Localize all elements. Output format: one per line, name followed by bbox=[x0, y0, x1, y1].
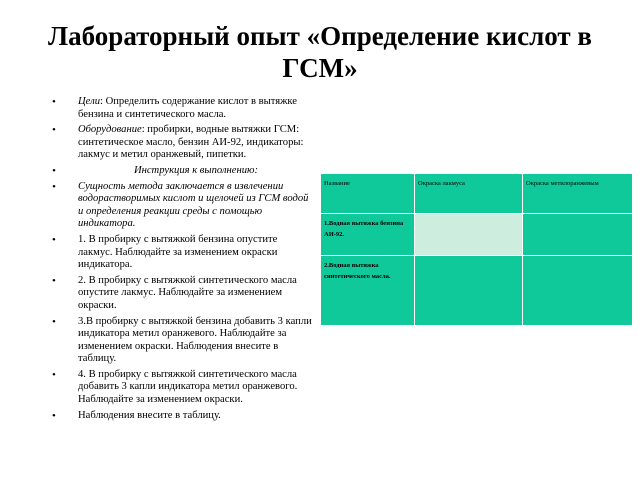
table-header-row bbox=[321, 174, 633, 214]
table-cell-name: 1.Водная вытяжка бензина АИ-92. bbox=[321, 213, 415, 255]
step-2-text: 2. В пробирку с вытяжкой синтетического масла опустите лакмус. Наблюдайте за изменением окраски. bbox=[78, 274, 297, 311]
table-cell-litmus[interactable] bbox=[415, 255, 523, 325]
table-cell-litmus[interactable] bbox=[415, 213, 523, 255]
list-item-goals bbox=[52, 96, 314, 121]
step-1-text: 1. В пробирку с вытяжкой бензина опустите лакмус. Наблюдайте за изменением окраски индикатора. bbox=[78, 233, 278, 271]
slide-title: Лабораторный опыт «Определение кислот в ГСМ» bbox=[48, 21, 592, 83]
table-cell-methyl[interactable] bbox=[523, 213, 633, 255]
table-row bbox=[321, 213, 633, 255]
instructions-list bbox=[52, 96, 314, 425]
equipment-text: : пробирки, водные вытяжки ГСМ: синтетическое масло, бензин АИ-92, индикаторы: лакмус и метил оранжевый, пипетки. bbox=[78, 124, 304, 161]
goals-text: : Определить содержание кислот в вытяжке бензина и синтетического масла. bbox=[78, 96, 298, 120]
table-cell-name: 2.Водная вытяжка синтетического масла. bbox=[321, 255, 415, 325]
list-item-step-1 bbox=[52, 234, 314, 272]
conclusion-text: Наблюдения внесите в таблицу. bbox=[78, 409, 221, 421]
step-4-text: 4. В пробирку с вытяжкой синтетического масла добавить 3 капли индикатора метил оранжевого. Наблюдайте за изменением окраски. bbox=[78, 368, 298, 406]
table-header-litmus: Окраска лакмуса bbox=[415, 174, 523, 214]
goals-label: Цели bbox=[78, 96, 101, 107]
table-header-name: Название bbox=[321, 174, 415, 214]
instruction-heading: Инструкция к выполнению: bbox=[133, 164, 259, 176]
list-item-step-2 bbox=[52, 275, 314, 313]
step-3-text: 3.В пробирку с вытяжкой бензина добавить 3 капли индикатора метил оранжевого. Наблюдайте за изменением окраски. Наблюдения внесите в таблицу. bbox=[78, 315, 312, 365]
table-cell-methyl[interactable] bbox=[523, 255, 633, 325]
table-header-methyl: Окраска метилоранжевым bbox=[523, 174, 633, 214]
list-item-step-4 bbox=[52, 369, 314, 407]
observation-table bbox=[320, 173, 633, 326]
list-item-conclusion bbox=[52, 410, 314, 423]
method-text: Сущность метода заключается в извлечении водорастворимых кислот и щелочей из ГСМ водой и определения реакции среды с помощью индикатора. bbox=[78, 180, 309, 230]
list-item-equipment bbox=[52, 124, 314, 162]
list-item-instruction-heading bbox=[52, 165, 314, 178]
list-item-step-3 bbox=[52, 316, 314, 366]
table-row bbox=[321, 255, 633, 325]
list-item-method bbox=[52, 181, 314, 231]
equipment-label: Оборудование bbox=[78, 124, 142, 136]
